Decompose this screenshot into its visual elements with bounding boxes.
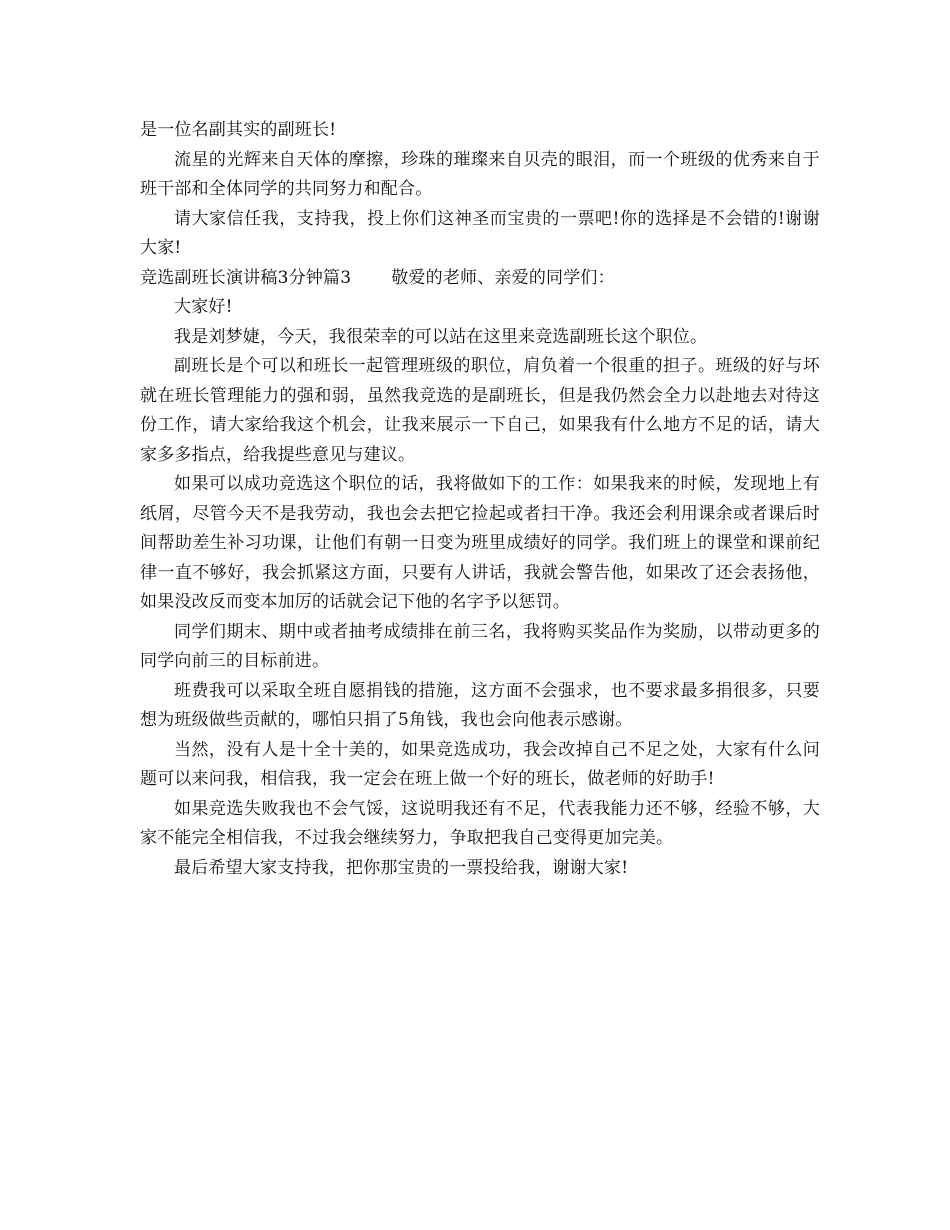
paragraph-4: 大家好!: [174, 297, 233, 317]
section-heading-line: [140, 264, 820, 294]
section-greeting: 敬爱的老师、亲爱的同学们：: [391, 267, 615, 288]
paragraph-3: 请大家信任我，支持我，投上你们这神圣而宝贵的一票吧!你的选择是不会错的!谢谢大家!: [140, 208, 820, 258]
paragraph-10: 当然，没有人是十全十美的，如果竞选成功，我会改掉自己不足之处，大家有什么问题可以来问我，相信我，我一定会在班上做一个好的班长，做老师的好助手!: [140, 739, 820, 789]
paragraph-1: 是一位名副其实的副班长!: [140, 120, 337, 140]
paragraph-8: 同学们期末、期中或者抽考成绩排在前三名，我将购买奖品作为奖励，以带动更多的同学向前三的目标前进。: [140, 621, 820, 671]
paragraph-6: 副班长是个可以和班长一起管理班级的职位，肩负着一个很重的担子。班级的好与坏就在班长管理能力的强和弱，虽然我竞选的是副班长，但是我仍然会全力以赴地去对待这份工作，请大家给我这个机会，让我来展示一下自己，如果我有什么地方不足的话，请大家多多指点，给我提些意见与建议。: [140, 356, 820, 465]
paragraph-5: 我是刘梦婕，今天，我很荣幸的可以站在这里来竞选副班长这个职位。: [174, 326, 708, 347]
section-title: 竞选副班长演讲稿3分钟篇3: [140, 267, 352, 288]
paragraph-2: 流星的光辉来自天体的摩擦，珍珠的璀璨来自贝壳的眼泪，而一个班级的优秀来自于班干部和全体同学的共同努力和配合。: [140, 149, 820, 199]
document-body: [140, 116, 820, 883]
paragraph-11: 如果竞选失败我也不会气馁，这说明我还有不足，代表我能力还不够，经验不够，大家不能完全相信我，不过我会继续努力，争取把我自己变得更加完美。: [140, 798, 820, 848]
paragraph-12: 最后希望大家支持我，把你那宝贵的一票投给我，谢谢大家!: [174, 857, 629, 878]
paragraph-9: 班费我可以采取全班自愿捐钱的措施，这方面不会强求，也不要求最多捐很多，只要想为班级做些贡献的，哪怕只捐了5角钱，我也会向他表示感谢。: [140, 680, 820, 730]
paragraph-7: 如果可以成功竞选这个职位的话，我将做如下的工作：如果我来的时候，发现地上有纸屑，尽管今天不是我劳动，我也会去把它捡起或者扫干净。我还会利用课余或者课后时间帮助差生补习功课，让他们有朝一日变为班里成绩好的同学。我们班上的课堂和课前纪律一直不够好，我会抓紧这方面，只要有人讲话，我就会警告他，如果改了还会表扬他，如果没改反而变本加厉的话就会记下他的名字予以惩罚。: [140, 474, 820, 612]
